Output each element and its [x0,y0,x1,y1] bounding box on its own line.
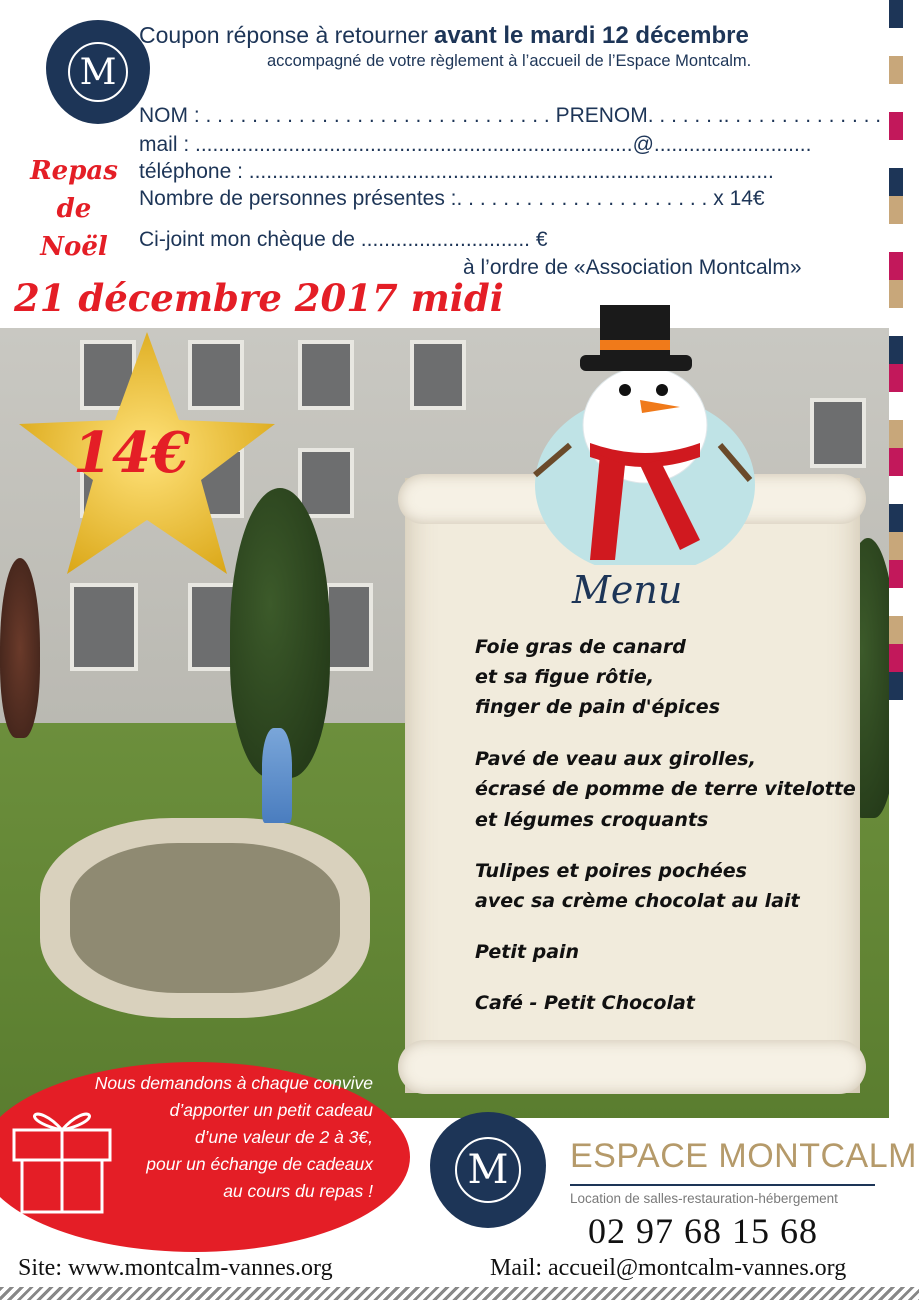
menu-title: Menu [572,568,683,612]
cheque-order-text: à l’ordre de «Association Montcalm» [463,256,802,279]
website-link[interactable]: Site: www.montcalm-vannes.org [18,1255,333,1281]
menu-item: finger de pain d'épices [475,696,721,718]
gift-text-line: d’une valeur de 2 à 3€, [194,1127,373,1147]
footer-hatch [0,1287,919,1300]
cheque-field[interactable]: Ci-joint mon chèque de ............................. € [139,228,548,251]
repas-de-noel-title [14,152,134,266]
noel-word: Noël [40,232,108,262]
statue [262,728,292,823]
gift-text-line: d’apporter un petit cadeau [169,1100,373,1120]
stripe [889,252,903,280]
coupon-title-text: Coupon réponse à retourner [139,22,428,48]
stripe [889,560,903,588]
de-word: de [56,194,92,224]
coupon-title [139,22,749,50]
stripe [889,196,903,224]
stripe [889,280,903,308]
gift-icon [6,1090,118,1216]
logo-letter: M [455,1137,521,1203]
stripe [889,476,903,504]
menu-item: Petit pain [475,941,580,963]
nombre-personnes-field[interactable]: Nombre de personnes présentes :. . . . . . . . . . . . . . . . . . . . . . x 14€ [139,187,765,210]
stripe [889,0,903,28]
gift-text-line: pour un échange de cadeaux [146,1154,373,1174]
gift-text-line: au cours du repas ! [223,1181,373,1201]
snowman-illustration [530,295,760,565]
mail-field[interactable]: mail : ...........................................................................@........................... [139,133,812,156]
stripe [889,672,903,700]
coupon-subtitle: accompagné de votre règlement à l’accueil de l’Espace Montcalm. [267,52,752,70]
stripe [889,392,903,420]
logo-letter: M [68,42,128,102]
stripe [889,420,903,448]
menu-item: avec sa crème chocolat au lait [475,890,800,912]
menu-item: et légumes croquants [475,809,709,831]
menu-item: Café - Petit Chocolat [475,992,695,1014]
decorative-stripes [889,0,903,700]
repas-word: Repas [30,156,118,186]
stripe [889,56,903,84]
stripe [889,644,903,672]
stripe [889,448,903,476]
menu-item: et sa figue rôtie, [475,666,655,688]
phone-number: 02 97 68 15 68 [588,1211,818,1251]
stripe [889,140,903,168]
menu-item: Foie gras de canard [475,636,686,658]
stripe [889,336,903,364]
stripe [889,112,903,140]
price-label: 14€ [73,420,190,486]
stripe [889,168,903,196]
gift-text-line: Nous demandons à chaque convive [94,1073,373,1093]
stripe [889,616,903,644]
stripe [889,504,903,532]
event-date: 21 décembre 2017 midi [14,276,504,320]
stripe [889,364,903,392]
menu-item: Tulipes et poires pochées [475,860,747,882]
email-link[interactable]: Mail: accueil@montcalm-vannes.org [490,1255,847,1281]
stripe [889,84,903,112]
nom-prenom-field[interactable]: NOM : . . . . . . . . . . . . . . . . . . . . . . . . . . . . . . PRENOM. . . . . . .. . . . . . . . . . . . . . [139,104,882,127]
coupon-deadline: avant le mardi 12 décembre [433,22,749,49]
montcalm-logo [46,20,150,124]
stripe [889,28,903,56]
montcalm-logo-footer [430,1112,546,1228]
menu-item: Pavé de veau aux girolles, [475,748,756,770]
menu-item: écrasé de pomme de terre vitelotte [475,778,856,800]
espace-name: ESPACE MONTCALM [570,1137,917,1175]
stripe [889,224,903,252]
stripe [889,308,903,336]
divider [570,1184,875,1186]
stripe [889,588,903,616]
stripe [889,532,903,560]
telephone-field[interactable]: téléphone : .......................................................................................... [139,160,774,183]
scroll-bottom-roll [398,1040,866,1094]
espace-tagline: Location de salles-restauration-hébergement [570,1191,838,1206]
